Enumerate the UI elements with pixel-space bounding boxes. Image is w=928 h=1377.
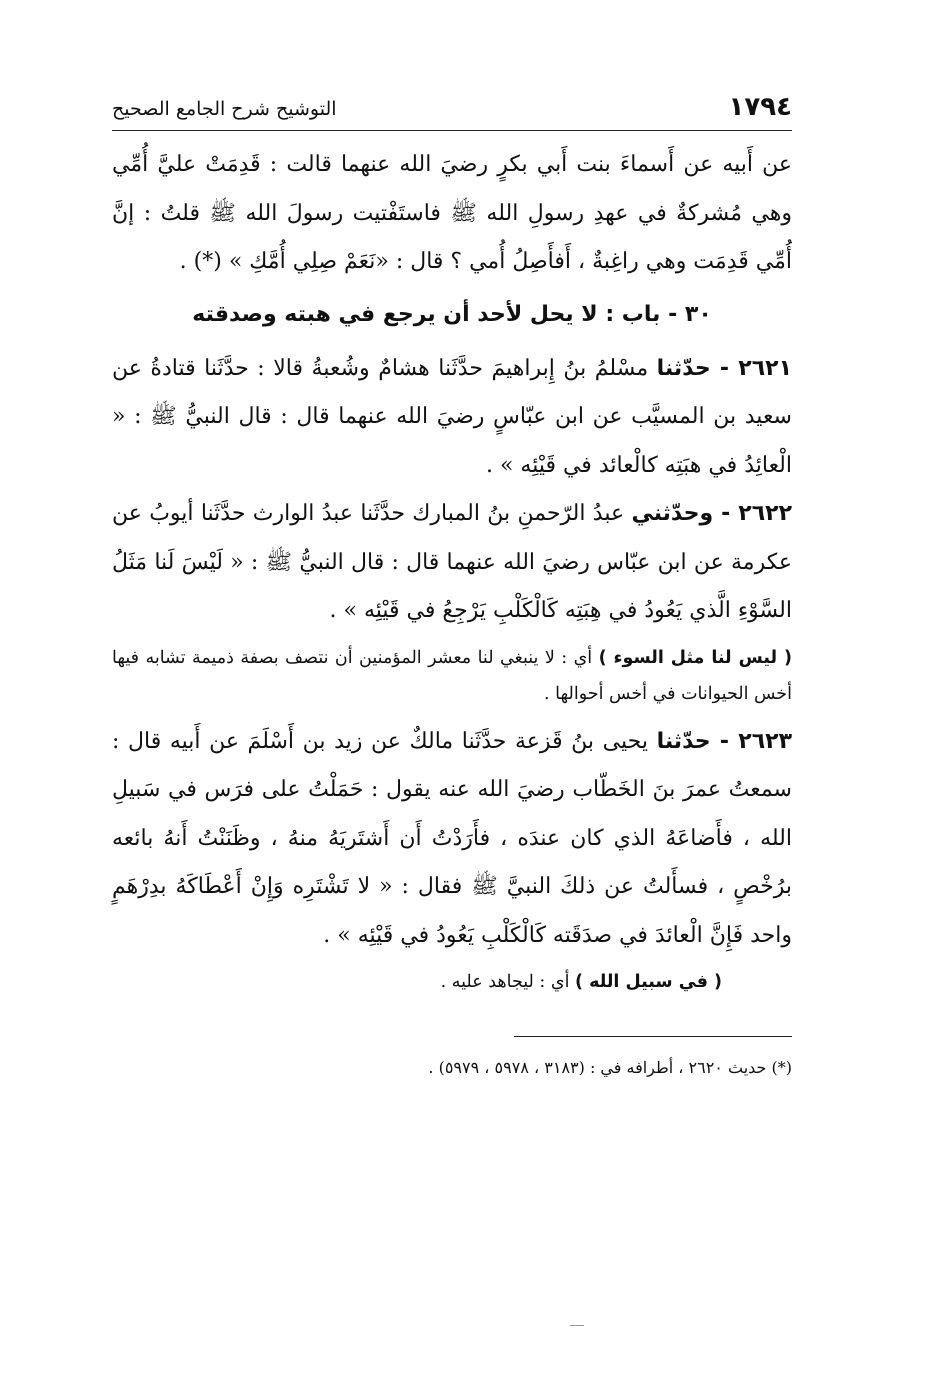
commentary-text-2: أي : ليجاهد عليه . [440, 972, 576, 992]
footnote: (*) حديث ٢٦٢٠ ، أطرافه في : (٣١٨٣ ، ٥٩٧٨ ، ٥٩٧٩) . [428, 1058, 792, 1077]
hadith-2623 [112, 718, 792, 961]
page-number: ١٧٩٤ [728, 92, 792, 122]
footnote-divider [514, 1036, 792, 1037]
hadith-number-2621: ٢٦٢١ - حدّثنا [656, 355, 792, 381]
hadith-number-2622: ٢٦٢٢ - وحدّثني [631, 501, 793, 526]
hadith-text-2622: عبدُ الرّحمنِ بنُ المبارك حدَّثَنا عبدُ الوارث حدَّثَنا أيوبُ عن عكرمة عن ابن عبّاس رضيَ الله عنهما قال : قال النبيُّ ﷺ : « لَيْسَ لَنا مَثَلُ السَّوْءِ الَّذي يَعُودُ في هِبَتِه كَالْكَلْبِ يَرْجِعُ في قَيْئِه » . [112, 501, 792, 623]
hadith-text-2623: يحيى بنُ قَزعة حدَّثَنا مالكٌ عن زيد بن أَسْلَمَ عن أَبيه قال : سمعتُ عمرَ بنَ الخَطّاب رضيَ الله عنه يقول : حَمَلْتُ على فرَس في سَبيلِ الله ، فأَضاعَهُ الذي كان عندَه ، فأَرَدْتُ أَن أَشتَريَهُ منهُ ، وظَنَنْتُ أَنهُ بائعه برُخْصٍ ، فسأَلتُ عن ذلكَ النبيَّ ﷺ فقال : « لا تَشْتَرِه وَإِنْ أَعْطَاكَهُ بدِرْهَمٍ واحد فَإِنَّ الْعائدَ في صدَقَته كَالْكَلْبِ يَعُودُ في قَيْئِه » . [112, 728, 792, 948]
commentary-note-2 [112, 964, 792, 1000]
commentary-term-2: ( في سبيل الله ) [575, 972, 722, 992]
hadith-2621 [112, 345, 792, 491]
page-header [112, 92, 792, 131]
chapter-title: ٣٠ - باب : لا يحل لأحد أن يرجع في هبته وصدقته [192, 301, 712, 327]
commentary-note-1 [112, 640, 792, 712]
commentary-term-1: ( ليس لنا مثل السوء ) [598, 647, 792, 668]
commentary-text-1: أي : لا ينبغي لنا معشر المؤمنين أن نتصف بصفة ذميمة تشابه فيها أخس الحيوانات في أخس أحوالها . [112, 647, 792, 704]
running-title: التوشيح شرح الجامع الصحيح [112, 98, 337, 120]
hadith-text-2621: مسْلمُ بنُ إِبراهيمَ حدَّثَنا هشامٌ وشُعبةُ قالا : حدَّثَنا قتادةُ عن سعيد بن المسيَّب عن ابن عبّاسٍ رضيَ الله عنهما قال : قال النبيُّ ﷺ : « الْعائِدُ في هبَتِه كالْعائد في قَيْئِه » . [112, 355, 792, 478]
intro-paragraph: عن أَبيه عن أَسماءَ بنت أَبي بكرٍ رضيَ الله عنهما قالت : قَدِمَتْ عليَّ أُمِّي وهي مُشركةٌ في عهدِ رسولِ الله ﷺ فاستَفْتيت رسولَ الله ﷺ قلتُ : إنَّ أُمِّي قَدِمَت وهي راغِبةٌ ، أَفأَصِلُ أُمي ؟ قال : «نَعَمْ صِلِي أُمَّكِ » (*) . [112, 152, 792, 274]
scan-mark [570, 1325, 584, 1326]
book-page [112, 92, 792, 1099]
hadith-number-2623: ٢٦٢٣ - حدّثنا [656, 728, 793, 754]
hadith-2622 [112, 490, 792, 636]
